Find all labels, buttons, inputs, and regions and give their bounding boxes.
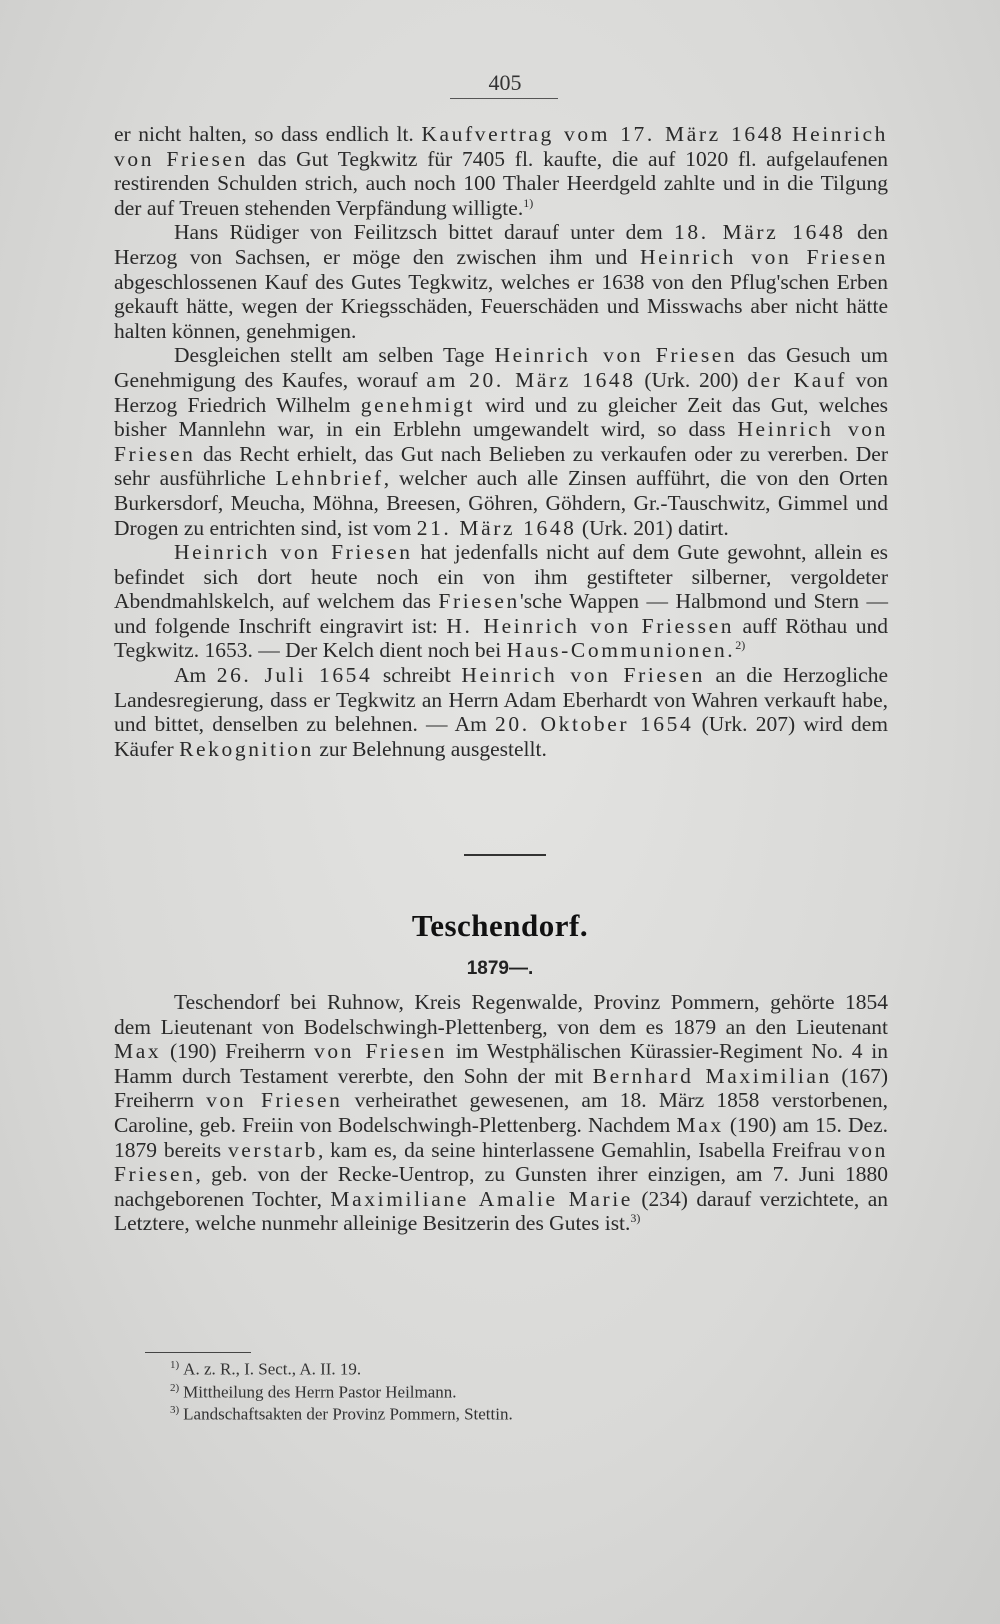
section-year: 1879—. bbox=[466, 958, 534, 979]
emphasized-text: Heinrich von Friesen bbox=[114, 122, 888, 171]
text-run: 'sche Wappen — Halbmond und Stern — und folgende Inschrift eingravirt ist: bbox=[114, 589, 889, 638]
text-run: (234) darauf verzichtete, an Letztere, welche nunmehr alleinige Besitzerin des Gutes ist. bbox=[114, 1186, 888, 1236]
page-number: 405 bbox=[488, 70, 522, 95]
text-run: den Herzog von Sachsen, er möge den zwischen ihm und bbox=[114, 220, 888, 269]
section-divider bbox=[464, 854, 546, 856]
paragraph bbox=[114, 122, 888, 220]
text-run: das Gesuch um Genehmigung des Kaufes, worauf bbox=[114, 343, 888, 392]
emphasized-text: 26. Juli 1654 bbox=[216, 663, 373, 688]
footnotes bbox=[170, 1356, 770, 1424]
emphasized-text: 20. Oktober 1654 bbox=[495, 712, 694, 737]
emphasized-text: 18. März 1648 bbox=[674, 220, 846, 245]
emphasized-text: Haus-Communionen. bbox=[506, 638, 736, 663]
text-run: , welcher auch alle Zinsen aufführt, die von den Orten Burkersdorf, Meucha, Möhna, Breesen, Göhren, Göhdern, Gr.-Tauschwitz, Gimmel und Drogen zu entrichten sind, ist vom bbox=[114, 466, 888, 540]
text-run: Am bbox=[174, 663, 217, 688]
emphasized-text: Maximiliane Amalie Marie bbox=[330, 1186, 633, 1211]
text-run: (190) Freiherrn bbox=[161, 1039, 315, 1064]
footnote-text: A. z. R., I. Sect., A. II. 19. bbox=[183, 1359, 362, 1379]
footnote bbox=[170, 1379, 770, 1402]
emphasized-text: Heinrich von Friesen bbox=[174, 540, 413, 565]
body-text-upper bbox=[114, 122, 888, 761]
text-run: verheirathet gewesenen, am 18. März 1858 verstorbenen, Caroline, geb. Freiin von Bodelschwingh-Plettenberg. Nachdem bbox=[114, 1088, 888, 1137]
emphasized-text: H. Heinrich von Friessen bbox=[446, 613, 735, 638]
text-run: (Urk. 207) wird dem Käufer bbox=[114, 712, 888, 761]
header-rule bbox=[450, 98, 558, 99]
emphasized-text: Lehnbrief bbox=[275, 466, 384, 491]
text-run: (190) am 15. Dez. 1879 bereits bbox=[114, 1112, 888, 1162]
footnote-text: Mittheilung des Herrn Pastor Heilmann. bbox=[183, 1382, 457, 1402]
paragraph bbox=[114, 990, 888, 1236]
emphasized-text: von Friesen bbox=[114, 1137, 888, 1187]
footnote-ref: 3) bbox=[630, 1211, 641, 1226]
footnote-ref: 2) bbox=[735, 638, 746, 653]
text-run: auff Röthau und Tegkwitz. 1653. — Der Kelch dient noch bei bbox=[114, 613, 888, 663]
text-run: das Recht erhielt, das Gut nach Belieben zu verkaufen oder zu vererben. Der sehr ausführliche bbox=[114, 441, 888, 491]
emphasized-text: Kaufvertrag vom 17. März 1648 bbox=[421, 122, 785, 146]
emphasized-text: Heinrich von Friesen bbox=[461, 663, 706, 688]
emphasized-text: von Friesen bbox=[314, 1039, 447, 1064]
emphasized-text: Max bbox=[676, 1112, 724, 1137]
paragraph bbox=[114, 343, 888, 540]
emphasized-text: Friesen bbox=[438, 589, 520, 614]
emphasized-text: am 20. März 1648 bbox=[426, 367, 636, 392]
text-run: wird und zu gleicher Zeit das Gut, welches bisher Mannlehn war, in ein Erblehn umgewandelt wird, so dass bbox=[114, 392, 889, 442]
emphasized-text: der Kauf bbox=[747, 367, 848, 392]
text-run: abgeschlossenen Kauf des Gutes Tegkwitz, welches er 1638 von den Pflug'schen Erben gekauft hätte, wegen der Kriegsschäden, Feuerschäden und Misswachs aber nicht hätte halten können, genehmigen. bbox=[114, 269, 888, 343]
footnote-ref: 1) bbox=[523, 195, 534, 210]
paragraph bbox=[114, 663, 888, 761]
text-run: schreibt bbox=[372, 663, 462, 688]
text-run: (Urk. 201) datirt. bbox=[576, 515, 729, 540]
footnote bbox=[170, 1401, 770, 1424]
text-run bbox=[784, 122, 792, 146]
text-run: im Westphälischen Kürassier-Regiment No. 4 in Hamm durch Testament vererbte, den Sohn der mit bbox=[114, 1039, 888, 1088]
emphasized-text: genehmigt bbox=[360, 392, 475, 417]
text-run: , kam es, da seine hinterlassene Gemahlin, Isabella Freifrau bbox=[317, 1137, 848, 1162]
emphasized-text: Max bbox=[114, 1039, 162, 1064]
text-run: an die Herzogliche Landesregierung, dass er Tegkwitz an Herrn Adam Eberhardt von Wahren verkauft habe, und bittet, denselben zu belehnen. — Am bbox=[114, 663, 888, 737]
footnote-mark: 2) bbox=[170, 1381, 180, 1394]
footnote-text: Landschaftsakten der Provinz Pommern, Stettin. bbox=[183, 1404, 513, 1424]
section-title: Teschendorf. bbox=[411, 908, 589, 943]
emphasized-text: Heinrich von Friesen bbox=[640, 244, 888, 269]
text-run: hat jedenfalls nicht auf dem Gute gewohnt, allein es befindet sich dort heute noch ein von ihm gestifteter silberner, vergoldeter Abendmahlskelch, auf welchem das bbox=[114, 540, 888, 614]
emphasized-text: Heinrich von Friesen bbox=[494, 343, 738, 368]
paragraph bbox=[114, 220, 888, 343]
emphasized-text: 21. März 1648 bbox=[416, 515, 577, 540]
text-run: (Urk. 200) bbox=[635, 367, 748, 392]
text-run: Teschendorf bei Ruhnow, Kreis Regenwalde, Provinz Pommern, gehörte 1854 dem Lieutenant von Bodelschwingh-Plettenberg, von dem es 1879 an den Lieutenant bbox=[114, 990, 888, 1039]
text-run: , geb. von der Recke-Uentrop, zu Gunsten ihrer einzigen, am 7. Juni 1880 nachgeborenen Tochter, bbox=[114, 1162, 888, 1211]
emphasized-text: von Friesen bbox=[206, 1088, 343, 1113]
emphasized-text: Rekognition bbox=[179, 736, 314, 761]
text-run: das Gut Tegkwitz für 7405 fl. kaufte, die auf 1020 fl. aufgelaufenen restirenden Schulden strich, auch noch 100 Thaler Heerdgeld zahlte und in die Tilgung der auf Treuen stehenden Verpfändung willigte. bbox=[114, 146, 888, 220]
text-run: er nicht halten, so dass endlich lt. bbox=[114, 122, 422, 146]
text-run: Hans Rüdiger von Feilitzsch bittet darauf unter dem bbox=[174, 220, 674, 245]
footnote bbox=[170, 1356, 770, 1379]
paragraph bbox=[114, 540, 888, 663]
body-text-lower bbox=[114, 990, 888, 1236]
emphasized-text: Bernhard Maximilian bbox=[592, 1063, 832, 1088]
text-run: (167) Freiherrn bbox=[114, 1063, 889, 1113]
footnote-rule bbox=[145, 1352, 251, 1353]
footnote-mark: 1) bbox=[170, 1359, 180, 1371]
emphasized-text: Heinrich von Friesen bbox=[114, 417, 889, 466]
text-run: von Herzog Friedrich Wilhelm bbox=[114, 367, 888, 417]
footnote-mark: 3) bbox=[170, 1404, 180, 1417]
emphasized-text: verstarb bbox=[227, 1137, 318, 1162]
text-run: zur Belehnung ausgestellt. bbox=[313, 736, 547, 761]
text-run: Desgleichen stellt am selben Tage bbox=[174, 343, 495, 368]
